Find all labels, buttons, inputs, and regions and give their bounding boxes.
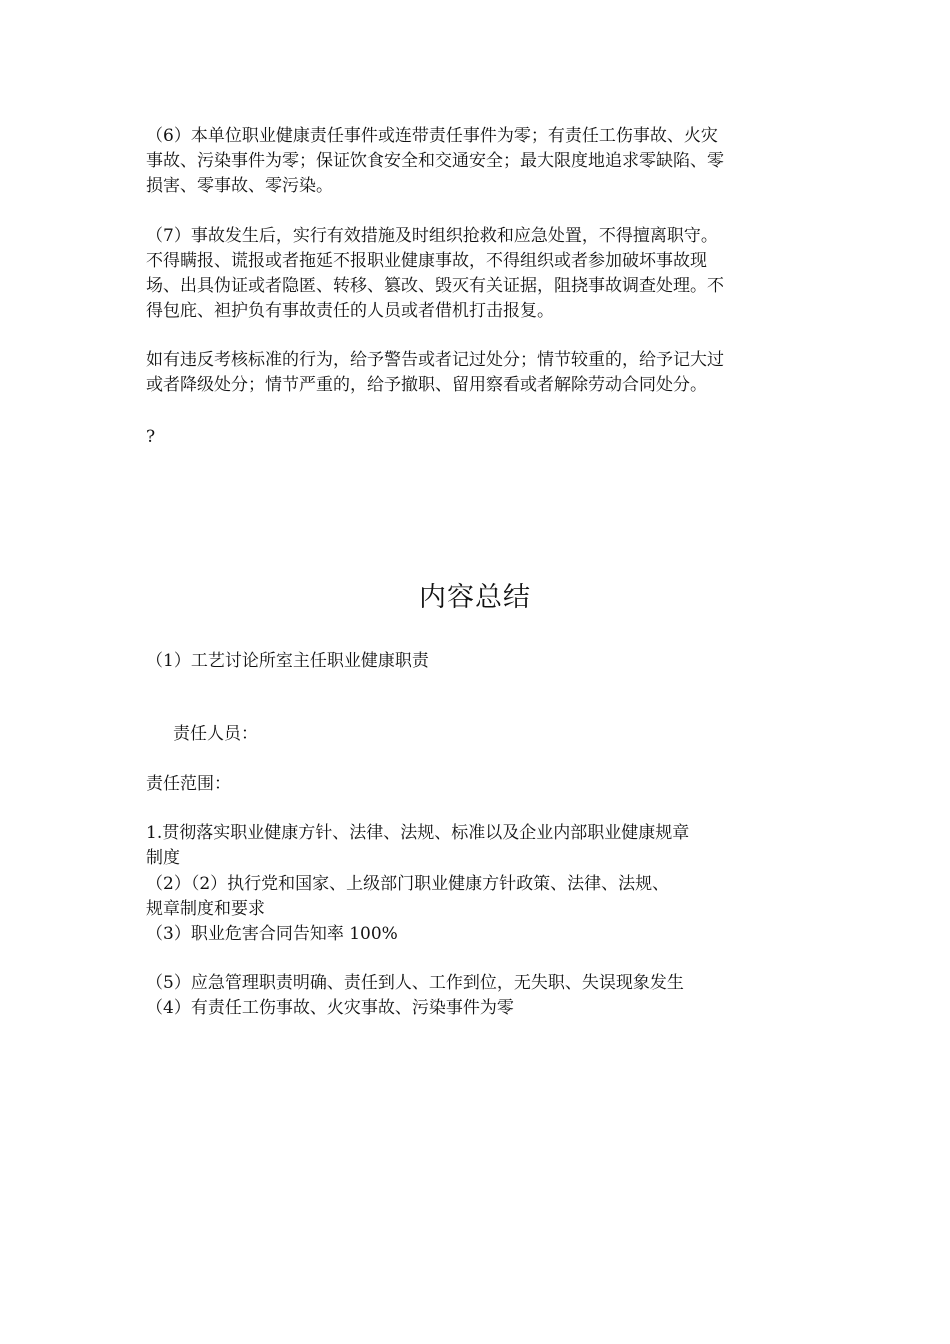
question-mark: ? [146, 427, 156, 447]
responsibility-scope-label: 责任范围： [146, 774, 231, 794]
summary-item-5: （5）应急管理职责明确、责任到人、工作到位，无失职、失误现象发生 [146, 973, 684, 993]
paragraph-item-7: （7）事故发生后，实行有效措施及时组织抢救和应急处置，不得擅离职守。 不得瞒报、谎报或者拖延不报职业健康事故，不得组织或者参加破坏事故现 场、出具伪证或者隐匿、转移、篡改、毁灭有关证据，阻挠事故调查处理。不 得包庇、袒护负有事故责任的人员或者借机打击报复。 [146, 226, 724, 321]
paragraph-item-6: （6）本单位职业健康责任事件或连带责任事件为零；有责任工伤事故、火灾 事故、污染事件为零；保证饮食安全和交通安全；最大限度地追求零缺陷、零 损害、零事故、零污染。 [146, 126, 724, 196]
summary-title: 内容总结 [419, 582, 531, 613]
summary-point-1: 1.贯彻落实职业健康方针、法律、法规、标准以及企业内部职业健康规章 制度 [146, 823, 690, 868]
summary-item-4: （4）有责任工伤事故、火灾事故、污染事件为零 [146, 998, 514, 1018]
summary-item-3: （3）职业危害合同告知率 100% [146, 924, 398, 944]
responsible-person-label: 责任人员： [173, 724, 258, 744]
paragraph-penalty: 如有违反考核标准的行为，给予警告或者记过处分；情节较重的，给予记大过 或者降级处分；情节严重的，给予撤职、留用察看或者解除劳动合同处分。 [146, 350, 724, 395]
summary-item-2: （2）（2）执行党和国家、上级部门职业健康方针政策、法律、法规、 规章制度和要求 [146, 874, 670, 919]
summary-item-1: （1）工艺讨论所室主任职业健康职责 [146, 651, 429, 671]
